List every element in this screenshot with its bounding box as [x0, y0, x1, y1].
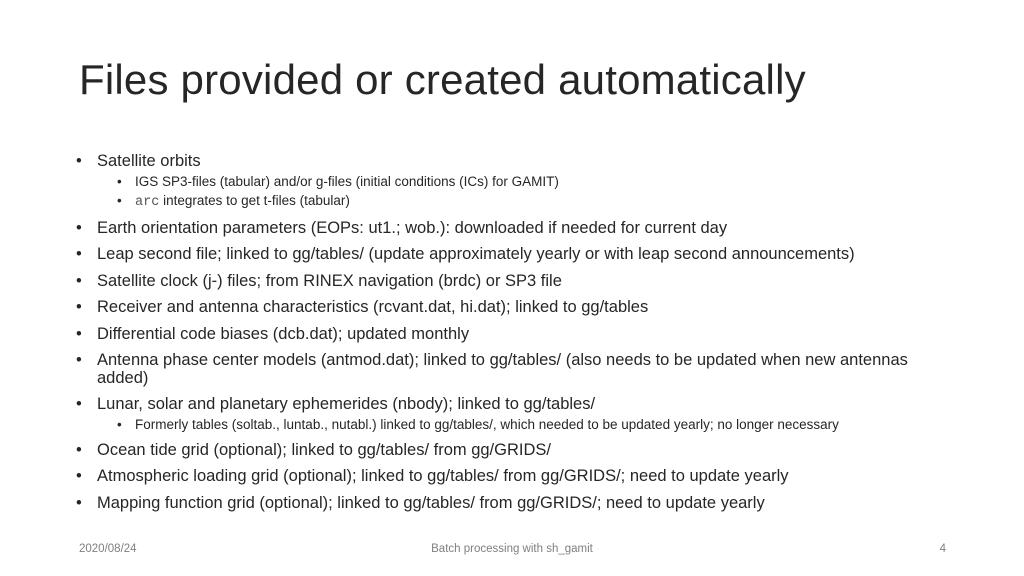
list-item: • Ocean tide grid (optional); linked to gg/tables/ from gg/GRIDS/: [76, 441, 956, 459]
list-item: • Earth orientation parameters (EOPs: ut1.; wob.): downloaded if needed for current day: [76, 219, 956, 237]
sub-list-item: [76, 192, 956, 212]
sub-list-item: • Formerly tables (soltab., luntab., nutabl.) linked to gg/tables/, which needed to be updated yearly; no longer necessary: [76, 416, 956, 434]
code-text: arc: [135, 194, 160, 210]
slide-title: Files provided or created automatically: [79, 56, 806, 103]
list-item: • Satellite orbits: [76, 152, 956, 170]
list-item: • Differential code biases (dcb.dat); updated monthly: [76, 325, 956, 343]
list-item: • Antenna phase center models (antmod.dat); linked to gg/tables/ (also needs to be updated when new antennas added): [76, 351, 956, 387]
list-item: • Satellite clock (j-) files; from RINEX navigation (brdc) or SP3 file: [76, 272, 956, 290]
page-number: 4: [939, 543, 946, 555]
list-item: • Atmospheric loading grid (optional); linked to gg/tables/ from gg/GRIDS/; need to update yearly: [76, 467, 956, 485]
footer-title: Batch processing with sh_gamit: [431, 543, 593, 555]
list-item: • Receiver and antenna characteristics (rcvant.dat, hi.dat); linked to gg/tables: [76, 298, 956, 316]
list-item: • Mapping function grid (optional); linked to gg/tables/ from gg/GRIDS/; need to update yearly: [76, 494, 956, 512]
sub-list-item: • IGS SP3-files (tabular) and/or g-files (initial conditions (ICs) for GAMIT): [76, 173, 956, 191]
list-item: • Leap second file; linked to gg/tables/ (update approximately yearly or with leap second announcements): [76, 245, 956, 263]
list-item: • Lunar, solar and planetary ephemerides (nbody); linked to gg/tables/: [76, 395, 956, 413]
footer-date: 2020/08/24: [79, 543, 137, 555]
bullet-list: [76, 152, 956, 520]
sub-list-item-text: integrates to get t-files (tabular): [159, 192, 350, 208]
